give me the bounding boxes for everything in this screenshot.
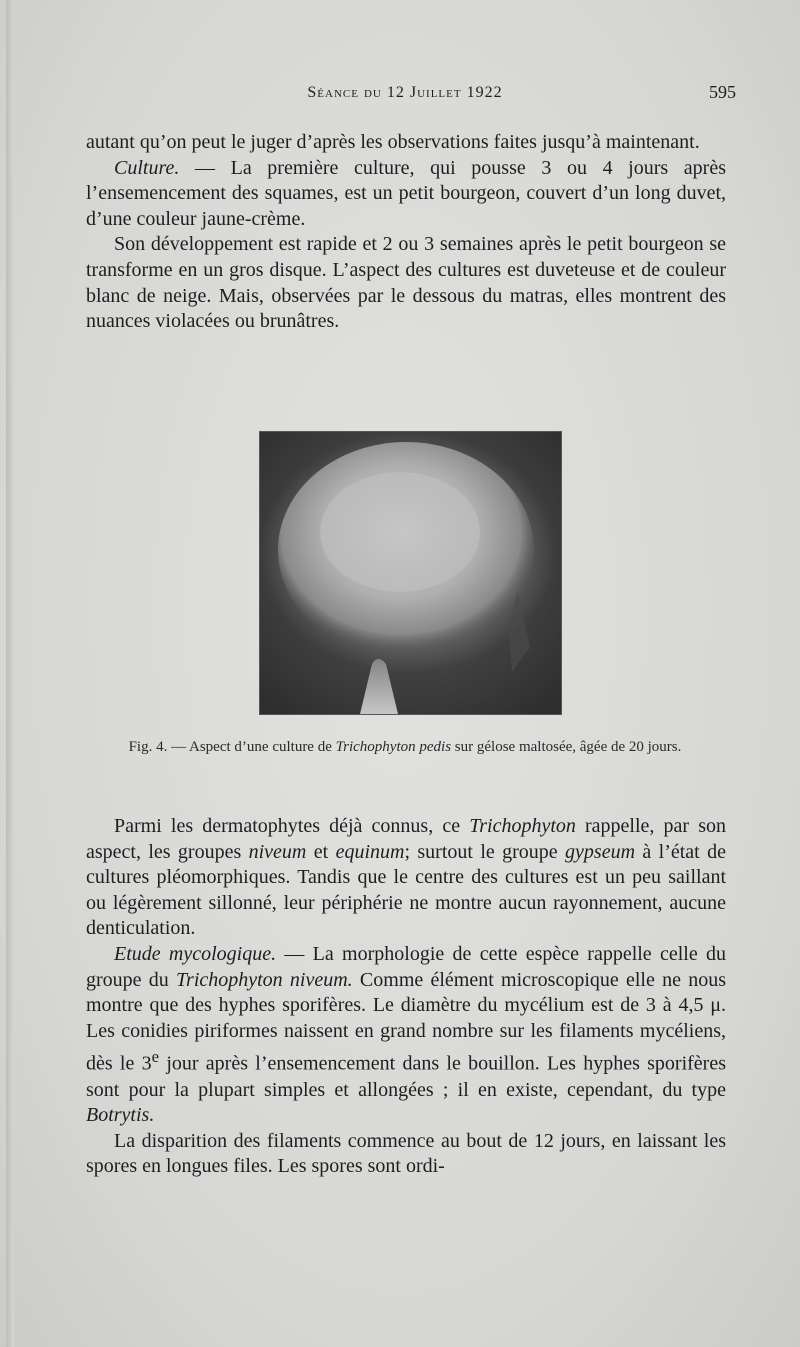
italic-term: Trichophyton niveum. xyxy=(176,968,353,991)
caption-text-end: sur gélose maltosée, âgée de 20 jours. xyxy=(451,739,682,755)
paragraph-mycology xyxy=(86,942,726,1129)
figure-label: Fig. 4. xyxy=(128,739,168,755)
paragraph-culture xyxy=(86,156,726,233)
text-run: et xyxy=(306,840,336,863)
caption-text: — Aspect d’une culture de xyxy=(167,739,336,755)
superscript: e xyxy=(151,1047,160,1067)
culture-photograph xyxy=(259,431,562,715)
text-run: à l’état de cultures pléomorphiques. Tandis que le centre des cultures est un peu saillant ou légèrement sillonné, leur périphérie ne montre aucun rayonnement, aucune denticulation. xyxy=(86,840,726,940)
page-number: 595 xyxy=(709,82,736,102)
text-run: jour après l’ensemencement dans le bouillon. Les hyphes sporifères sont pour la plupart simples et allongées ; il en existe, cependant, du type xyxy=(86,1053,726,1101)
paragraph-development: Son développement est rapide et 2 ou 3 semaines après le petit bourgeon se transforme en un gros disque. L’aspect des cultures est duveteuse et de couleur blanc de neige. Mais, observées par le dessous du matras, elles montrent des nuances violacées ou brunâtres. xyxy=(86,233,726,333)
text-run: Parmi les dermatophytes déjà connus, ce xyxy=(114,815,470,837)
section-heading-mycology: Etude mycologique. xyxy=(114,942,277,965)
paragraph-comparison xyxy=(86,814,726,942)
page-binding-edge xyxy=(6,0,14,1347)
figure-caption xyxy=(110,738,700,757)
paragraph-filaments: La disparition des filaments commence au bout de 12 jours, en laissant les spores en longues files. Les spores sont ordi- xyxy=(86,1129,726,1178)
culture-photo-image xyxy=(260,432,561,714)
page-header xyxy=(0,80,800,110)
italic-term: equinum xyxy=(335,840,405,863)
italic-term: Botrytis. xyxy=(86,1104,155,1127)
text-run: rappelle, par son aspect, les groupes xyxy=(86,815,726,863)
text-run: ; surtout le groupe xyxy=(404,840,566,863)
text-block-bottom xyxy=(86,814,726,1180)
caption-species: Trichophyton pedis xyxy=(335,739,452,755)
running-head: Séance du 12 Juillet 1922 xyxy=(307,84,503,101)
text-run: — La morphologie de cette espèce rappelle celle du groupe du xyxy=(86,942,726,991)
paragraph-text: — La première culture, qui pousse 3 ou 4 jours après l’ensemencement des squames, est un petit bourgeon, couvert d’un long duvet, d’une couleur jaune-crème. xyxy=(86,156,726,230)
italic-term: Trichophyton xyxy=(469,815,576,837)
text-block-top xyxy=(86,130,726,335)
section-heading-culture: Culture. xyxy=(114,156,180,179)
text-run: Comme élément microscopique elle ne nous montre que des hyphes sporifères. Le diamètre du mycélium est de 3 à 4,5 μ. Les conidies piriformes naissent en grand nombre sur les filaments mycéliens, dès le 3 xyxy=(86,968,726,1075)
italic-term: niveum xyxy=(248,840,307,863)
italic-term: gypseum xyxy=(565,840,636,863)
paragraph-continuation: autant qu’on peut le juger d’après les observations faites jusqu’à maintenant. xyxy=(86,131,700,153)
